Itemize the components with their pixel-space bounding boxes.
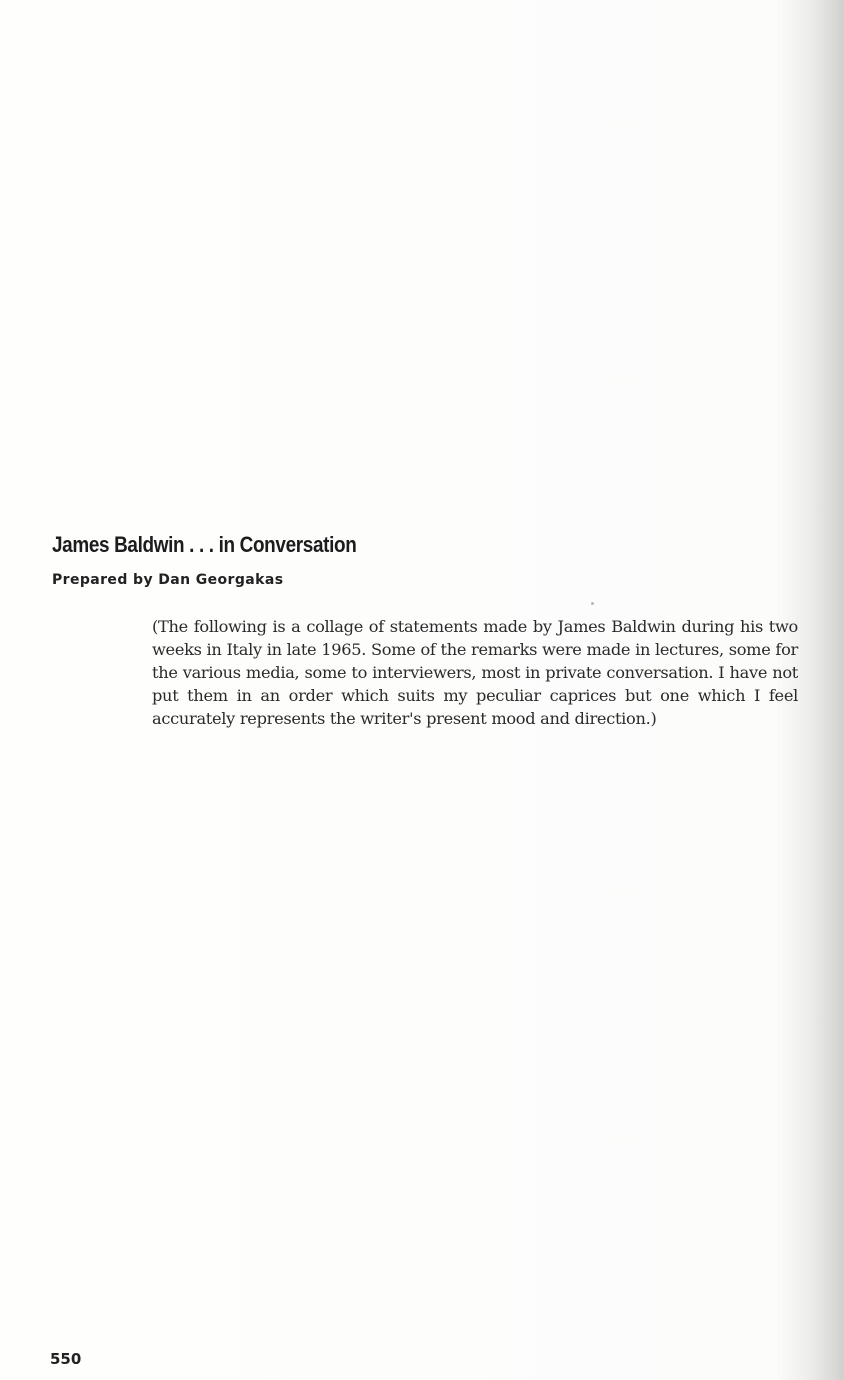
page-number: 550 [50, 1350, 82, 1368]
ink-speck [591, 602, 594, 605]
article-title: James Baldwin . . . in Conversation [52, 532, 357, 557]
editor-introduction: (The following is a collage of statements made by James Baldwin during his two weeks in Italy in late 1965. Some of the remarks were made in lectures, some for the various media, some to interviewers, most in private conversation. I have not put them in an order which suits my peculiar caprices but one which I feel accurately represents the writer's present mood and direction.) [152, 617, 798, 728]
article-byline: Prepared by Dan Georgakas [52, 572, 284, 588]
